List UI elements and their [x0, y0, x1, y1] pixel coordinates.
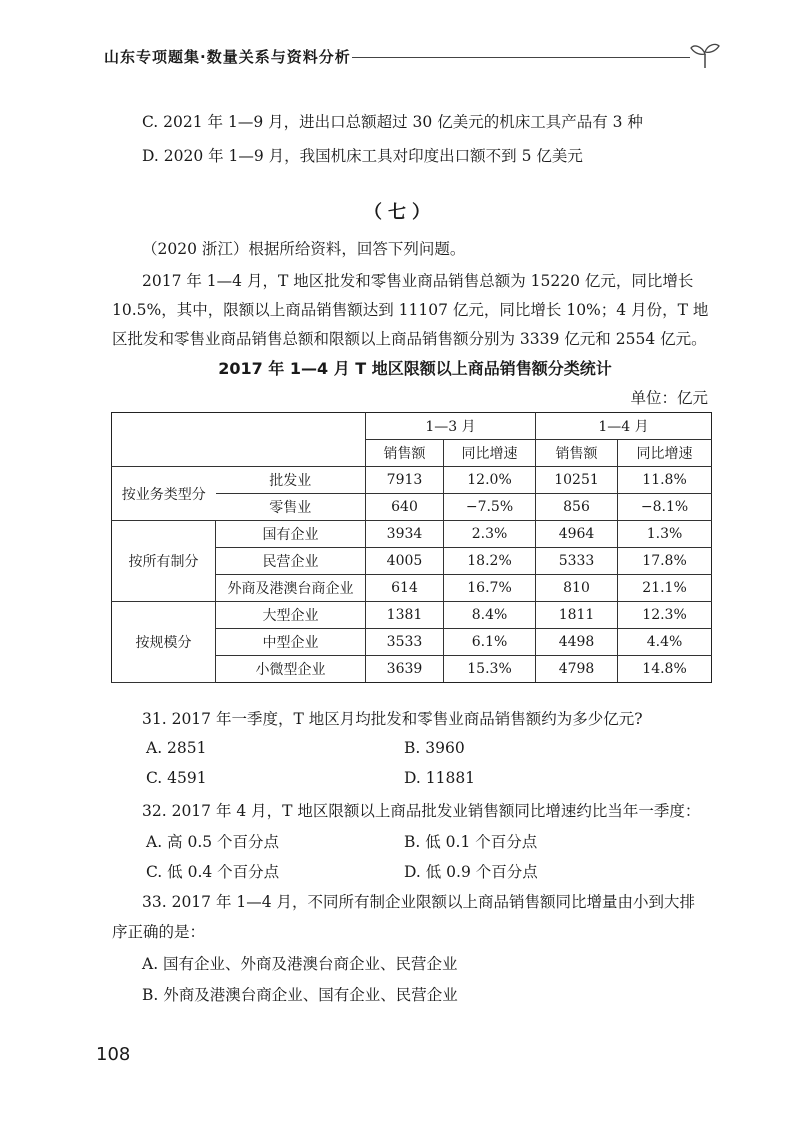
cell-sales-1: 640 — [366, 494, 444, 521]
table-row — [112, 602, 712, 629]
passage-line-1: 2017 年 1—4 月，T 地区批发和零售业商品销售总额为 15220 亿元，同比增长 — [142, 272, 694, 290]
cell-growth-2: −8.1% — [618, 494, 712, 521]
cell-growth-1: 6.1% — [444, 629, 536, 656]
cell-growth-2: 4.4% — [618, 629, 712, 656]
cell-growth-1: −7.5% — [444, 494, 536, 521]
cell-sales-1: 7913 — [366, 467, 444, 494]
table-unit: 单位：亿元 — [630, 389, 708, 407]
cell-growth-2: 12.3% — [618, 602, 712, 629]
question-33-stem-1: 33. 2017 年 1—4 月，不同所有制企业限额以上商品销售额同比增量由小到大排 — [142, 893, 696, 911]
cell-growth-1: 2.3% — [444, 521, 536, 548]
cell-growth-2: 1.3% — [618, 521, 712, 548]
row-label: 大型企业 — [216, 602, 366, 629]
cell-sales-2: 4498 — [536, 629, 618, 656]
period-header-2: 1—4 月 — [536, 413, 712, 440]
corner-cell — [112, 413, 366, 467]
running-header — [104, 40, 724, 70]
col-growth-1: 同比增速 — [444, 440, 536, 467]
table-title: 2017 年 1—4 月 T 地区限额以上商品销售额分类统计 — [218, 359, 612, 378]
group-label: 按业务类型分 — [112, 467, 216, 521]
table-header-row-1 — [112, 413, 712, 440]
cell-sales-1: 1381 — [366, 602, 444, 629]
cell-sales-1: 3639 — [366, 656, 444, 683]
question-32-option-a: A. 高 0.5 个百分点 — [146, 833, 280, 851]
col-growth-2: 同比增速 — [618, 440, 712, 467]
question-32-stem: 32. 2017 年 4 月，T 地区限额以上商品批发业销售额同比增速约比当年一季度： — [142, 802, 701, 820]
prev-option-d: D. 2020 年 1—9 月，我国机床工具对印度出口额不到 5 亿美元 — [142, 147, 583, 165]
cell-sales-2: 4964 — [536, 521, 618, 548]
cell-growth-1: 15.3% — [444, 656, 536, 683]
question-33-stem-2: 序正确的是： — [112, 923, 206, 941]
question-33-option-a: A. 国有企业、外商及港澳台商企业、民营企业 — [142, 955, 458, 973]
cell-sales-1: 4005 — [366, 548, 444, 575]
row-label: 小微型企业 — [216, 656, 366, 683]
header-title: 山东专项题集·数量关系与资料分析 — [104, 48, 351, 66]
table-row — [112, 467, 712, 494]
sales-table — [111, 412, 712, 683]
cell-growth-2: 14.8% — [618, 656, 712, 683]
question-33-option-b: B. 外商及港澳台商企业、国有企业、民营企业 — [142, 986, 458, 1004]
cell-sales-2: 10251 — [536, 467, 618, 494]
section-title: （七） — [364, 202, 436, 223]
group-label: 按所有制分 — [112, 521, 216, 602]
cell-sales-1: 614 — [366, 575, 444, 602]
table-row — [112, 521, 712, 548]
period-header-1: 1—3 月 — [366, 413, 536, 440]
question-32-option-b: B. 低 0.1 个百分点 — [404, 833, 538, 851]
question-31-option-a: A. 2851 — [146, 739, 207, 757]
cell-sales-2: 1811 — [536, 602, 618, 629]
question-31-option-b: B. 3960 — [404, 739, 465, 757]
col-sales-2: 销售额 — [536, 440, 618, 467]
question-32-option-d: D. 低 0.9 个百分点 — [404, 863, 538, 881]
passage-line-2: 10.5%，其中，限额以上商品销售额达到 11107 亿元，同比增长 10%；4 月份，T 地 — [112, 301, 709, 319]
col-sales-1: 销售额 — [366, 440, 444, 467]
passage-line-3: 区批发和零售业商品销售总额和限额以上商品销售额分别为 3339 亿元和 2554 亿元。 — [112, 330, 707, 348]
cell-growth-1: 12.0% — [444, 467, 536, 494]
cell-sales-1: 3533 — [366, 629, 444, 656]
cell-sales-2: 4798 — [536, 656, 618, 683]
cell-sales-2: 856 — [536, 494, 618, 521]
row-label: 中型企业 — [216, 629, 366, 656]
row-label: 批发业 — [216, 467, 366, 494]
cell-sales-2: 810 — [536, 575, 618, 602]
cell-growth-2: 17.8% — [618, 548, 712, 575]
section-intro: （2020 浙江）根据所给资料，回答下列问题。 — [142, 240, 466, 258]
header-rule — [352, 57, 690, 58]
cell-growth-1: 8.4% — [444, 602, 536, 629]
row-label: 零售业 — [216, 494, 366, 521]
cell-sales-1: 3934 — [366, 521, 444, 548]
row-label: 外商及港澳台商企业 — [216, 575, 366, 602]
question-32-option-c: C. 低 0.4 个百分点 — [146, 863, 280, 881]
cell-growth-2: 11.8% — [618, 467, 712, 494]
sprout-icon — [688, 40, 722, 70]
row-label: 国有企业 — [216, 521, 366, 548]
cell-sales-2: 5333 — [536, 548, 618, 575]
question-31-option-d: D. 11881 — [404, 769, 476, 787]
prev-option-c: C. 2021 年 1—9 月，进出口总额超过 30 亿美元的机床工具产品有 3 种 — [142, 113, 643, 131]
question-31-option-c: C. 4591 — [146, 769, 207, 787]
question-31-stem: 31. 2017 年一季度，T 地区月均批发和零售业商品销售额约为多少亿元? — [142, 710, 643, 728]
row-label: 民营企业 — [216, 548, 366, 575]
cell-growth-2: 21.1% — [618, 575, 712, 602]
page-number: 108 — [96, 1044, 131, 1065]
cell-growth-1: 16.7% — [444, 575, 536, 602]
cell-growth-1: 18.2% — [444, 548, 536, 575]
group-label: 按规模分 — [112, 602, 216, 683]
